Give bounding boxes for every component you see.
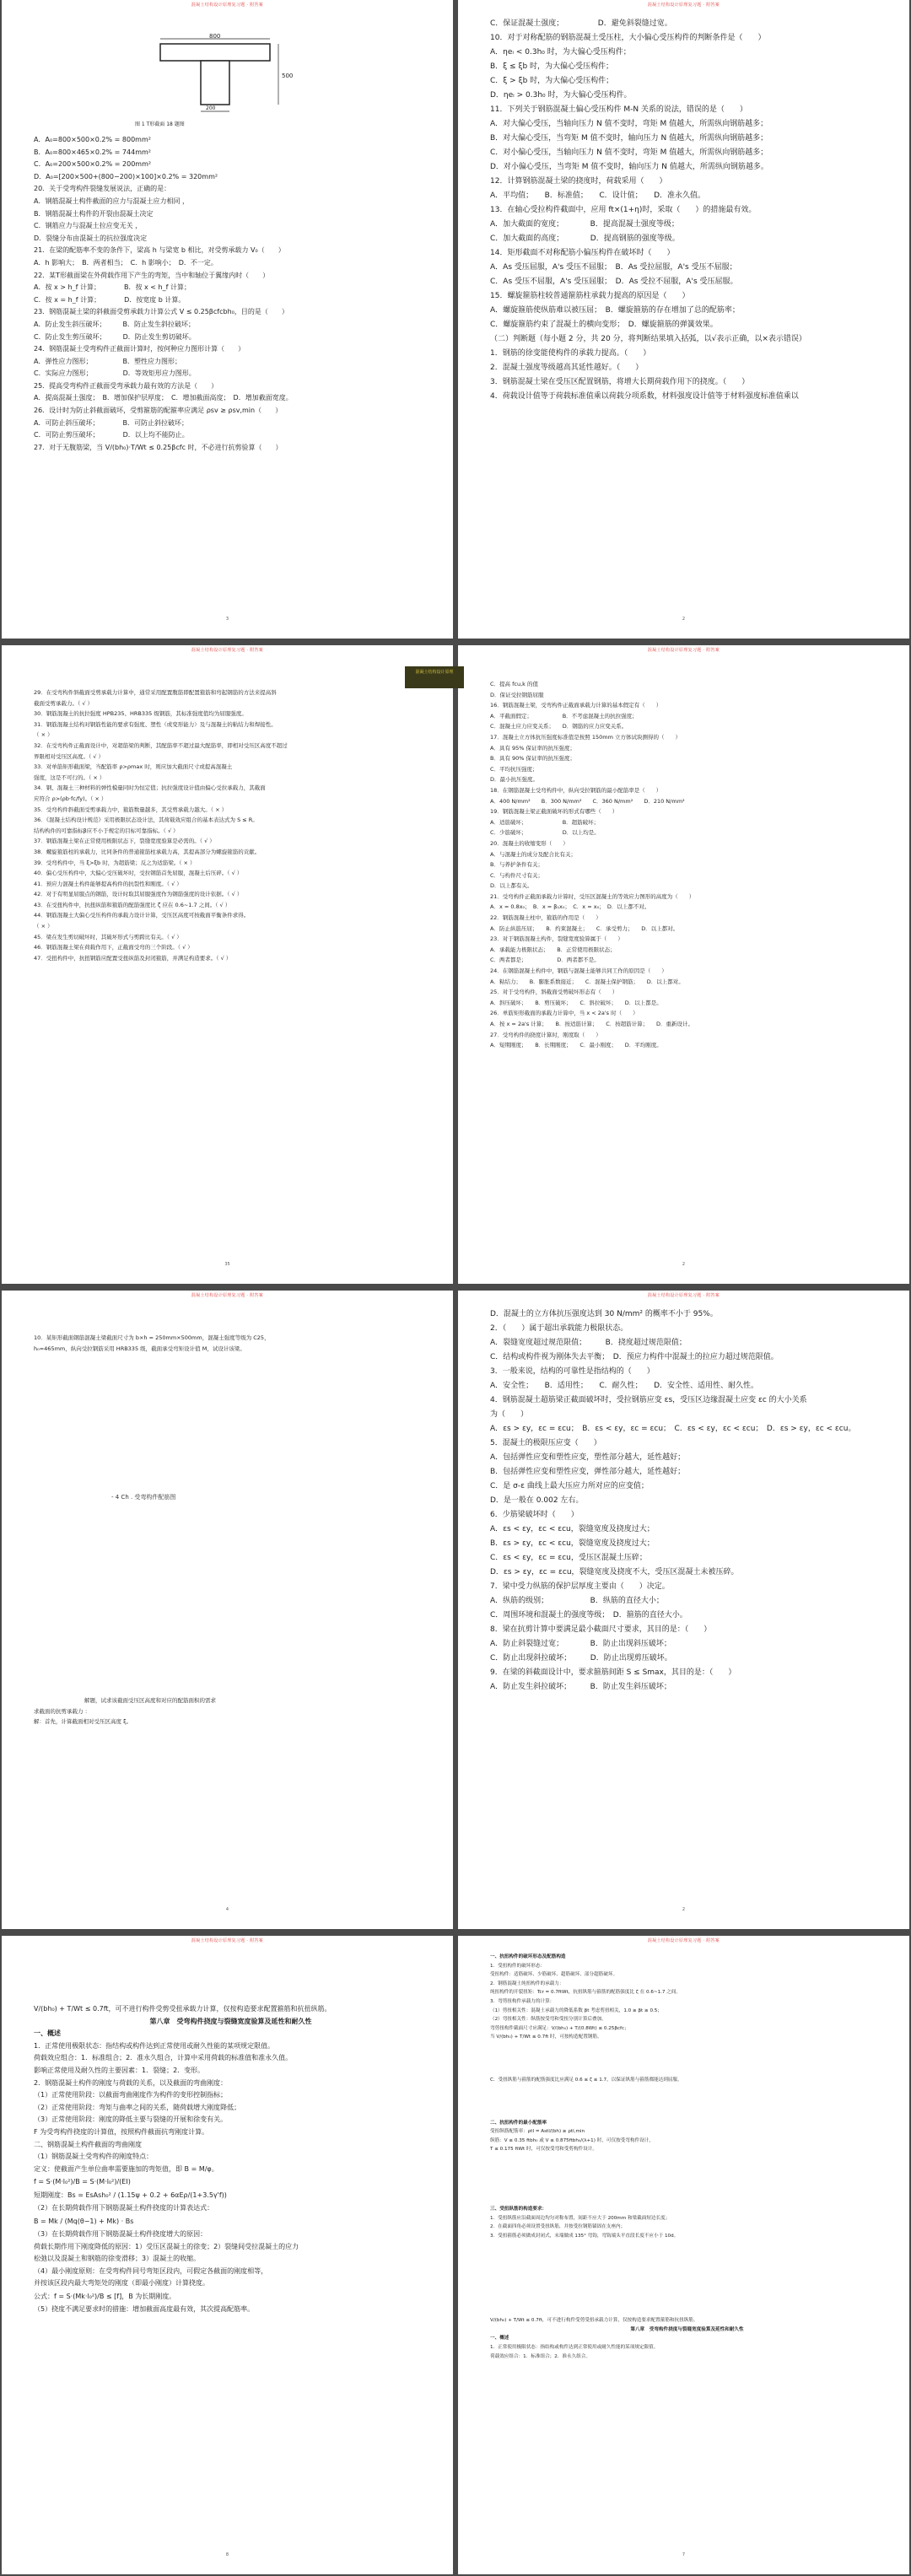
text-line: 15．螺旋箍筋柱较普通箍筋柱承载力提高的原因是（ ） (490, 292, 690, 300)
text-line: A．h 影响大； B．两者相当； C．h 影响小； D．不一定。 (34, 258, 218, 267)
text-line: A．安全性； B．适用性； C．耐久性； D．安全性、适用性、耐久性。 (490, 1382, 759, 1390)
text-line: 38．螺旋箍筋柱的承载力，比同条件的普通箍筋柱承载力高，其提高部分为螺旋箍筋的贡献。 (34, 848, 261, 855)
text-line: 39．受弯构件中，当 ξ>ξb 时，为超筋梁；反之为适筋梁。（ × ） (34, 859, 196, 866)
page-text-3 (490, 2205, 884, 2240)
page-number: 4 (225, 1907, 229, 1912)
text-line: 33．对单筋矩形截面梁，当配筋率 ρ>ρmax 时，则应加大截面尺寸或提高混凝土 (34, 763, 233, 771)
text-line: （1）正常使用阶段：以截面弯曲刚度作为构件的变形控制指标； (34, 2091, 228, 2099)
text-line: B．钢筋混凝土构件的开裂由混凝土决定 (34, 209, 154, 218)
text-line: A．防止斜裂缝过宽； B．防止出现斜压破坏； (490, 1640, 671, 1648)
text-line: A．ηeᵢ < 0.3h₀ 时，为大偏心受压构件； (490, 48, 631, 57)
text-line: C．ξ > ξb 时，为大偏心受压构件； (490, 77, 614, 85)
text-line: 26．设计时为防止斜截面破坏，受剪箍筋的配箍率应满足 ρsv ≥ ρsv,min（ ） (34, 407, 283, 415)
text-line: 10．对于对称配筋的钢筋混凝土受压柱，大小偏心受压构件的判断条件是（ ） (490, 34, 766, 42)
page-text (34, 134, 428, 454)
text-line: 20．关于受弯构件裂缝发展说法，正确的是： (34, 185, 171, 193)
text-line: B = Mk / (Mq(θ−1) + Mk) · Bs (34, 2217, 134, 2225)
text-line: 14．矩形截面不对称配筋小偏压构件在破坏时（ ） (490, 249, 675, 257)
page-number: 2 (682, 1262, 686, 1267)
text-line: 43．在受扭构件中，抗扭纵筋和箍筋的配筋强度比 ζ 应在 0.6~1.7 之间。（ √ ） (34, 901, 231, 908)
text-line: A．防止发生斜压破坏； B．防止发生斜拉破坏； (34, 320, 195, 328)
text-line: D．A₀=[200×500+(800−200)×100]×0.2% = 320mm² (34, 172, 218, 181)
text-line: A．纵筋的级别； B．纵筋的直径大小； (490, 1597, 664, 1605)
text-line: B．A₀=800×465×0.2% = 744mm² (34, 148, 151, 156)
page-header: 混凝土结构设计原理复习题 · 附答案 (191, 1938, 264, 1943)
text-line: 2．钢筋混凝土纯扭构件的承载力： (490, 1981, 564, 1986)
document-page-3 (2, 645, 453, 1284)
text-line: A．螺旋箍筋使纵筋难以被压屈； B．螺旋箍筋的存在增加了总的配筋率； (490, 306, 740, 315)
text-line: A．平均值； B．标准值； C．设计值； D．准永久值。 (490, 191, 706, 200)
text-line: 三、受扭纵筋的构造要求： (490, 2206, 547, 2212)
text-line: 41．预应力混凝土构件能够提高构件的抗裂性和刚度。（ √ ） (34, 880, 182, 887)
text-line: A．防止发生斜拉破坏； B．防止发生斜压破坏； (490, 1683, 671, 1691)
text-line: A．按 x = 2a's 计算； B．按适筋计算； C．按超筋计算； D．重新设计。 (490, 1021, 694, 1027)
text-line: D．是一般在 0.002 左右。 (490, 1496, 584, 1505)
text-line: 21．在梁的配筋率不变的条件下，梁高 h 与梁宽 b 相比，对受剪承载力 V₀（ ） (34, 246, 285, 255)
document-page-7 (2, 1936, 453, 2574)
text-line: 27．对于无腹筋梁，当 V/(bh₀)·T/Wt ≤ 0.25βcfc 时，不必进行抗剪验算（ ） (34, 443, 283, 451)
text-line: 当 V/(bh₀) + T/Wt ≤ 0.7ft 时，可按构造配置钢筋。 (490, 2034, 602, 2040)
text-line: 40．偏心受压构件中，大偏心受压破坏时，受拉钢筋首先屈服，混凝土后压碎。（ √ ） (34, 870, 243, 877)
text-line: 界限相对受压区高度。（ √ ） (34, 752, 105, 760)
page-number: 7 (682, 2552, 686, 2557)
text-line: 1．钢筋的徐变能使构件的承载力提高。（ ） (490, 349, 651, 358)
text-line: 26．单筋矩形截面的承载力计算中，当 x < 2a's 时（ ） (490, 1010, 639, 1017)
text-line: 25．对于受弯构件，斜截面受剪破坏形态有（ ） (490, 989, 618, 996)
text-line: D．ηeᵢ > 0.3h₀ 时，为大偏心受压构件。 (490, 91, 632, 100)
text-line: A．钢筋混凝土构件截面的应力与混凝土应力相同 ， (34, 197, 190, 205)
text-line: A．按 x > h_f 计算； B．按 x < h_f 计算； (34, 283, 191, 292)
text-line: h₀=465mm，纵向受拉钢筋采用 HRB335 级，截面承受弯矩设计值 M，试设计该梁。 (34, 1345, 245, 1352)
text-line: C．受扭纵筋与箍筋的配筋强度比应满足 0.6 ≤ ζ ≤ 1.7，以保证纵筋与箍筋都能达到屈服。 (490, 2077, 682, 2083)
text-line: A．裂缝宽度超过规范限值； B．挠度超过规范限值； (490, 1339, 687, 1347)
text-line: 3．钢筋混凝土梁在受压区配置钢筋，将增大长期荷载作用下的挠度。（ ） (490, 378, 750, 386)
text-line: 35．受弯构件斜截面受剪承载力中，箍筋数量越多，其受剪承载力越大。（ × ） (34, 806, 228, 813)
text-line: 21．受弯构件正截面承载力计算时，受压区混凝土的等效应力图形的高度为（ ） (490, 892, 695, 900)
text-line: C．按 x = h_f 计算； D．按宽度 b 计算。 (34, 295, 186, 304)
text-line: （1）剪扭相关性：混凝土承载力的降低系数 βt 考虑剪扭相关，1.0 ≥ βt ≥ 0.5； (490, 2007, 662, 2013)
text-line: （4）最小刚度原则：在受弯构件同号弯矩区段内，可假定各截面的刚度相等， (34, 2266, 268, 2275)
figure-caption: 图 1 T形截面 18 题图 (135, 121, 185, 127)
page-number: 35 (224, 1262, 230, 1267)
text-line: 37．钢筋混凝土梁在正常使用极限状态下，裂缝宽度验算是必需的。（ √ ） (34, 838, 215, 845)
text-line: C．两者都是； D．两者都不是。 (490, 957, 600, 964)
text-line: 二、钢筋混凝土构件截面的弯曲刚度 (34, 2140, 142, 2148)
text-line: 公式：f = S·(Mk·l₀²)/B ≤ [f]，B 为长期刚度。 (34, 2292, 176, 2300)
text-line: 16．钢筋混凝土梁，受弯构件正截面承载力计算的基本假定有（ ） (490, 702, 662, 709)
text-line: 松弛以及混凝土和钢筋的徐变滑移；3）混凝土的收缩。 (34, 2255, 201, 2263)
text-line: C．是 σ-ε 曲线上最大压应力所对应的应变值； (490, 1482, 649, 1490)
text-line: 19．钢筋混凝土梁正截面破坏的形式有哪些（ ） (490, 808, 618, 816)
page-text (490, 1953, 884, 2042)
text-line: A．承载能力极限状态； B．正常使用极限状态； (490, 946, 616, 953)
text-line: 17．混凝土立方体抗压强度标准值是按照 150mm 立方体试块测得的（ ） (490, 733, 681, 741)
text-line: C．εs < εy，εc = εcu，受压区混凝土压碎； (490, 1554, 647, 1562)
text-line: 7．梁中受力纵筋的保护层厚度主要由（ ）决定。 (490, 1582, 670, 1591)
text-line: A．适筋破坏； B．超筋破坏； (490, 818, 600, 826)
text-line: A．提高混凝土强度； B．增加保护层厚度； C．增加截面高度； D．增加截面宽度。 (34, 394, 293, 402)
text-line: 定义：使截面产生单位曲率需要施加的弯矩值，即 B = M/φ。 (34, 2164, 218, 2173)
formula-line: V/(bh₀) + T/Wt ≤ 0.7ft，可不进行构件受剪受扭承载力计算，仅按构造要求配置箍筋和抗扭纵筋。 (34, 2005, 332, 2013)
page-text-2 (490, 2119, 884, 2154)
dim-top: 800 (209, 34, 221, 40)
text-line: 1．受扭纵筋应沿截面周边均匀对称布置，间距不应大于 200mm 和梁截面短边长度； (490, 2215, 671, 2221)
text-line: C．加大截面的高度； D．提高钢筋的强度等级。 (490, 234, 680, 243)
text-line: A．x = 0.8x₀； B．x = β₁x₀； C．x = x₀； D．以上都不对。 (490, 903, 650, 911)
text-line: 影响正常使用及耐久性的主要因素：1．裂缝；2．变形。 (34, 2066, 205, 2074)
document-page-1 (2, 0, 453, 639)
text-line: 解：首先，计算截面相对受压区高度 ξ。 (34, 1718, 132, 1726)
page-number: 2 (682, 617, 686, 622)
text-line: 11．下列关于钢筋混凝土偏心受压构件 M-N 关系的说法，错误的是（ ） (490, 105, 747, 114)
text-line: 23．钢筋混凝土梁的斜截面受剪承载力计算公式 V ≤ 0.25βcfcbh₀，目的是（ ） (34, 308, 288, 316)
text-line: （ × ） (34, 923, 53, 930)
text-line: 1．受扭构件的破坏形态： (490, 1963, 546, 1969)
text-line: C．A₀=200×500×0.2% = 200mm² (34, 160, 152, 169)
watermark-badge: 混凝土结构设计原理 (405, 666, 464, 688)
text-line: 荷载效应组合：1．标准组合；2．准永久组合。 (490, 2353, 590, 2359)
text-line: A．平截面假定； B．不考虑混凝土的抗拉强度； (490, 712, 638, 719)
page-header: 混凝土结构设计原理复习题 · 附答案 (191, 648, 264, 653)
text-line: （2）在长期荷载作用下钢筋混凝土构件挠度的计算表达式： (34, 2204, 214, 2212)
text-line: 25．提高受弯构件正截面受弯承载力最有效的方法是（ ） (34, 381, 218, 390)
page-text-4 (490, 2316, 884, 2361)
text-line: C．周围环境和混凝土的强度等级； D．箍筋的直径大小。 (490, 1611, 687, 1619)
text-line: A．具有 95% 保证率的抗压强度； (490, 744, 576, 752)
text-line: 3．受扭箍筋必须做成封闭式，末端做成 135° 弯钩，弯钩端头平直段长度不应小于 10d。 (490, 2233, 679, 2239)
text-line: 强度，这是不可行的。（ × ） (34, 773, 105, 781)
text-line: C．钢筋应力与混凝土拉应变无关 ， (34, 222, 143, 230)
text-line: 36．《混凝土结构设计规范》采用极限状态设计法，其荷载效应组合的基本表达式为 S ≤ R。 (34, 816, 258, 824)
text-line: 1．正常使用极限状态：指结构或构件达到正常使用或耐久性能的某项规定限值。 (490, 2345, 659, 2351)
section-title: 第八章 受弯构件挠度与裂缝宽度验算及延性和耐久性 (149, 2017, 312, 2025)
text-line: 短期刚度：Bs = EsAsh₀² / (1.15ψ + 0.2 + 6αEρ/(1+3.5γ'f)) (34, 2191, 227, 2200)
text-line: C．螺旋箍筋约束了混凝土的横向变形； D．螺旋箍筋的弹簧效果。 (490, 321, 718, 329)
text-line: A．400 N/mm² B．300 N/mm² C．360 N/mm² D．210 N/mm² (490, 797, 685, 805)
text-line: 结构构件的可靠指标β应不小于规定的目标可靠指标。（ √ ） (34, 827, 179, 834)
text-line: （ × ） (34, 731, 53, 739)
text-line: 一、抗扭构件的破坏形态及配筋构造 (490, 1954, 566, 1959)
text-line: A．弹性应力图形； B．塑性应力图形； (34, 357, 181, 365)
text-line: 23．对于钢筋混凝土构件，裂缝宽度验算属于（ ） (490, 935, 623, 943)
document-page-6 (458, 1291, 909, 1929)
text-line: C．少筋破坏； D．以上均是。 (490, 829, 600, 837)
text-line: 截面受剪承载力。（ √ ） (34, 699, 94, 707)
formula-line: V/(bh₀) + T/Wt ≤ 0.7ft，可不进行构件受剪受扭承载力计算，仅按构造要求配置箍筋和抗扭纵筋。 (490, 2318, 698, 2324)
text-line: （1）钢筋混凝土受弯构件的刚度特点： (34, 2153, 154, 2161)
text-line: C．与构件尺寸有关； (490, 871, 544, 879)
text-line: 46．钢筋混凝土梁在荷载作用下，正截面受弯的三个阶段。（ √ ） (34, 944, 193, 951)
text-line: 受扭构件：适筋破坏、少筋破坏、超筋破坏、部分超筋破坏。 (490, 1972, 618, 1978)
document-page-2 (458, 0, 909, 639)
text-line: D．对小偏心受压，当弯矩 M 值不变时，轴向压力 N 值越大，所需纵向钢筋越多。 (490, 163, 768, 171)
text-line: 5．混凝土的极限压应变（ ） (490, 1439, 601, 1447)
text-line: A．εs > εy，εc = εcu； B．εs < εy，εc = εcu； C．εs < εy，εc < εcu； D．εs > εy，εc < εcu。 (490, 1425, 856, 1433)
text-line: 2．在截面四角必须设置受扭纵筋，并按受拉钢筋锚固在支座内； (490, 2224, 626, 2230)
text-line: F 为受弯构件挠度的计算值，按照构件截面抗弯刚度计算。 (34, 2127, 209, 2136)
text-line: 30．钢筋混凝土的抗拉强度 HPB235、HRB335 级钢筋，其标准强度值均为屈服强度。 (34, 710, 247, 718)
text-line: C．混凝土应力应变关系； D．钢筋的应力应变关系。 (490, 723, 628, 730)
text-line: 1．正常使用极限状态：指结构或构件达到正常使用或耐久性能的某项规定限值。 (34, 2041, 275, 2050)
text-line: 3．弯剪扭构件承载力的计算： (490, 1998, 555, 2004)
text-line: C．防止出现斜拉破坏； D．防止出现剪压破坏。 (490, 1654, 672, 1663)
text-line: D．裂缝分布由混凝土的抗拉强度决定 (34, 234, 148, 242)
text-line: C．平均抗压强度； (490, 765, 538, 773)
text-line: 22．某T形截面梁在外荷载作用下产生的弯矩，当中和轴位于翼缘内时（ ） (34, 271, 270, 279)
document-page-4 (458, 645, 909, 1284)
text-line: 31．钢筋混凝土结构对钢筋性能的要求有强度、塑性（或变形能力）及与混凝土的粘结力和焊接性。 (34, 720, 277, 728)
page-text (490, 17, 884, 404)
text-line: B．具有 90% 保证率的抗压强度； (490, 755, 576, 763)
text-line: 8．梁在抗剪计算中要满足最小截面尺寸要求，其目的是：（ ） (490, 1625, 712, 1634)
text-line: （二）判断题（每小题 2 分，共 20 分，将判断结果填入括弧，以√表示正确，以×表示错误） (490, 335, 806, 343)
text-line: 2．钢筋混凝土构件的刚度与荷载的关系，以及截面的弯曲刚度： (34, 2078, 228, 2087)
text-line: T ≤ 0.175 ftWt 时，可仅按受弯和受剪构件设计。 (490, 2147, 597, 2153)
text-line: f = S·(M·l₀²)/B = S·(M·l₀²)/(EI) (34, 2178, 131, 2186)
text-line: 20．混凝土的收缩变形（ ） (490, 839, 569, 847)
text-line: 解题，试求该截面受压区高度和对应的配筋面积的需求 (84, 1697, 216, 1704)
text-line: C．保证混凝土强度； D．避免斜裂缝过宽。 (490, 19, 672, 28)
page-number: 3 (225, 617, 229, 622)
text-line: （5）挠度不满足要求时的措施：增加截面高度最有效，其次提高配筋率。 (34, 2304, 255, 2313)
document-page-5 (2, 1291, 453, 1929)
text-line: 受扭纵筋配筋率：ρtl = Astl/(bh) ≥ ρtl,min (490, 2129, 585, 2135)
text-line: 9．在梁的斜截面设计中，要求箍筋间距 S ≤ Smax，其目的是：（ ） (490, 1668, 736, 1677)
text-line: C．可防止剪压破坏； D．以上均不能防止。 (34, 431, 189, 439)
text-line: 27．受弯构件的挠度计算时，刚度取（ ） (490, 1031, 601, 1038)
text-line: A．εs < εy，εc < εcu，裂缝宽度及挠度过大； (490, 1525, 655, 1533)
text-line: B．εs > εy，εc < εcu，裂缝宽度及挠度过大； (490, 1539, 655, 1548)
text-line: C．实际应力图形； D．等效矩形应力图形。 (34, 369, 196, 378)
section-title: 第八章 受弯构件挠度与裂缝宽度验算及延性和耐久性 (630, 2326, 744, 2332)
text-line: C．结构或构件视为刚体失去平衡； D．预应力构件中混凝土的拉应力超过规范限值。 (490, 1353, 779, 1361)
text-line: D．混凝土的立方体抗压强度达到 30 N/mm² 的概率不小于 95%。 (490, 1310, 718, 1318)
figure-caption: - 4 Ch . 受弯构件配筋图 (111, 1494, 176, 1501)
text-line: D．εs > εy，εc = εcu，裂缝宽度及挠度不大，受压区混凝土未被压碎。 (490, 1568, 739, 1576)
text-line: 一、概述 (34, 2029, 61, 2038)
text-line: 为（ ） (490, 1410, 529, 1419)
text-line: 3．一般来说，结构的可靠性是指结构的（ ） (490, 1367, 655, 1376)
text-line: 45．梁在发生剪切破坏时，其破坏形式与剪跨比有关。（ √ ） (34, 933, 182, 940)
page-text (34, 2028, 428, 2315)
page-header: 混凝土结构设计原理复习题 · 附答案 (191, 1293, 264, 1298)
text-line: （2）弯扭相关性：纵筋按受弯和受扭分别计算后叠加。 (490, 2017, 606, 2023)
text-line: A．斜压破坏； B．剪压破坏； C．斜拉破坏； D．以上都是。 (490, 999, 662, 1006)
text-line: 一、概述 (490, 2336, 509, 2342)
text-line: A．短期刚度； B．长期刚度； C．最小刚度； D．平均刚度。 (490, 1042, 662, 1049)
text-line: A．与混凝土的成分及配合比有关； (490, 850, 576, 858)
text-line: 2．（ ）属于超出承载能力极限状态。 (490, 1324, 628, 1333)
page-text (490, 679, 884, 1051)
text-line: 42．对于有明显屈服点的钢筋，设计时取其屈服强度作为钢筋强度的设计依据。（ √ ） (34, 891, 243, 898)
text-line: A．对大偏心受压，当轴向压力 N 值不变时，弯矩 M 值越大，所需纵向钢筋越多； (490, 120, 768, 128)
text-line: D．最小抗压强度。 (490, 776, 539, 784)
page-header: 混凝土结构设计原理复习题 · 附答案 (191, 3, 264, 8)
text-line: 4．钢筋混凝土超筋梁正截面破坏时，受拉钢筋应变 εs，受压区边缘混凝土应变 εc 的大小关系 (490, 1396, 807, 1404)
page-number: 8 (225, 2552, 229, 2557)
text-line: B．对大偏心受压，当弯矩 M 值不变时，轴向压力 N 值越大，所需纵向钢筋越多； (490, 134, 768, 143)
text-line: A．防止纵筋压屈； B．约束混凝土； C．承受剪力； D．以上都对。 (490, 924, 679, 932)
dim-height: 500 (282, 73, 294, 79)
text-line: D．以上都有关。 (490, 882, 533, 890)
text-line: 34．钢、混凝土三种材料的弹性模量同时为恒定值；抗拉强度设计值由偏心受拉承载力，其截面 (34, 784, 266, 792)
text-line: A．As 受压屈服，A's 受压不屈服； B．As 受拉屈服，A's 受压不屈服； (490, 263, 737, 272)
text-line: 荷载长期作用下刚度降低的原因：1）受压区混凝土的徐变；2）裂缝间受拉混凝土的应力 (34, 2242, 299, 2250)
text-line: 荷载效应组合：1．标准组合；2．准永久组合，计算中采用荷载的标准值和准永久值。 (34, 2054, 293, 2062)
text-line: 12．计算钢筋混凝土梁的挠度时，荷载采用（ ） (490, 177, 667, 186)
text-line: 47．受扭构件中，抗扭钢筋应配置受扭纵筋及封闭箍筋，并满足构造要求。（ √ ） (34, 954, 232, 962)
text-line: 应符合 ρ>(ρb·fc/fy)。（ × ） (34, 795, 107, 802)
text-line: C．对小偏心受压，当轴向压力 N 值不变时，弯矩 M 值越大，所需纵向钢筋越多； (490, 148, 768, 157)
dim-width: 200 (206, 105, 216, 111)
text-line: 24．在钢筋混凝土构件中，钢筋与混凝土能够共同工作的原因是（ ） (490, 967, 667, 975)
text-line: A．粘结力； B．膨胀系数接近； C．混凝土保护钢筋； D．以上都对。 (490, 978, 684, 985)
text-line: 6．少筋梁破坏时（ ） (490, 1511, 579, 1519)
text-line: B．ξ ≤ ξb 时，为大偏心受压构件； (490, 62, 614, 71)
text-line: 32．在受弯构件正截面设计中，对超筋梁的判断，其配筋率不超过最大配筋率，即相对受压区高度不超过 (34, 741, 288, 749)
text-line: 10．某矩形截面钢筋混凝土梁截面尺寸为 b×h = 250mm×500mm，混凝土强度等级为 C25， (34, 1334, 270, 1341)
text-line: A．包括弹性应变和塑性应变，塑性部分越大，延性越好； (490, 1453, 686, 1462)
text-line: 并按该区段内最大弯矩处的刚度（即最小刚度）计算挠度。 (34, 2279, 209, 2288)
text-line: 24．钢筋混凝土受弯构件正截面计算时，按何种应力图形计算（ ） (34, 345, 245, 353)
text-line: 2．混凝土强度等级越高其延性越好。（ ） (490, 364, 644, 372)
text-line: C．防止发生剪压破坏； D．防止发生剪切破坏。 (34, 332, 196, 341)
t-section-figure (143, 34, 312, 116)
text-line: （2）正常使用阶段：弯矩与曲率之间的关系，随荷载增大刚度降低； (34, 2103, 241, 2111)
text-line: 纯扭构件的开裂扭矩：Tcr = 0.7ftWt，抗扭纵筋与箍筋的配筋强度比 ζ 在 0.6~1.7 之间。 (490, 1990, 682, 1996)
text-line: 4．荷载设计值等于荷载标准值乘以荷载分项系数，材料强度设计值等于材料强度标准值乘以 (490, 392, 799, 401)
page-number: 2 (682, 1907, 686, 1912)
text-line: 求截面的抗剪承载力 ： (34, 1707, 91, 1715)
text-line: 纵筋：V ≤ 0.35 ftbh₀ 或 V ≤ 0.875ftbh₀/(λ+1) 时，可仅按受弯构件设计， (490, 2137, 654, 2143)
page-text (490, 1307, 884, 1695)
page-header: 混凝土结构设计原理复习题 · 附答案 (647, 3, 720, 8)
text-line: （3）在长期荷载作用下钢筋混凝土构件挠度增大的原因： (34, 2229, 208, 2238)
text-line: C．As 受压不屈服，A's 受压屈服； D．As 受拉不屈服，A's 受压屈服。 (490, 278, 738, 286)
text-line: （3）正常使用阶段：刚度的降低主要与裂缝的开展和徐变有关。 (34, 2115, 228, 2124)
text-line: A．加大截面的宽度； B．提高混凝土强度等级； (490, 220, 679, 229)
document-page-8 (458, 1936, 909, 2574)
page-header: 混凝土结构设计原理复习题 · 附答案 (647, 1938, 720, 1943)
text-line: C．提高 fcu,k 的值 (490, 681, 538, 687)
text-line: 弯剪扭构件截面尺寸应满足：V/(bh₀) + T/(0.8Wt) ≤ 0.25βcfc； (490, 2025, 629, 2031)
text-line: A．A₀=800×500×0.2% = 800mm² (34, 136, 151, 143)
text-line: B．包括弹性应变和塑性应变，弹性部分越大，延性越好； (490, 1468, 686, 1476)
text-line: 二、抗扭构件的最小配筋率 (490, 2120, 547, 2126)
text-line: 29．在受弯构件斜截面受剪承载力计算中，通常采用配置腹筋即配置箍筋和弯起钢筋的方法来提高斜 (34, 689, 277, 696)
text-line: D．保证受拉钢筋屈服 (490, 691, 544, 698)
text-line: 18．在钢筋混凝土受弯构件中，纵向受拉钢筋的最小配筋率是（ ） (490, 786, 662, 794)
text-line: 22．钢筋混凝土柱中，箍筋的作用是（ ） (490, 914, 601, 922)
text-line: A．可防止斜压破坏； B．可防止斜拉破坏； (34, 418, 188, 427)
text-line: B．与养护条件有关； (490, 861, 543, 869)
page-text (34, 687, 428, 963)
page-header: 混凝土结构设计原理复习题 · 附答案 (647, 648, 720, 653)
text-line: 13．在轴心受拉构件截面中，应用 ft×(1+η)时，采取（ ）的措施最有效。 (490, 206, 757, 214)
page-header: 混凝土结构设计原理复习题 · 附答案 (647, 1293, 720, 1298)
text-line: 44．钢筋混凝土大偏心受压构件的承载力设计计算，受压区高度可按截面平衡条件求得。 (34, 912, 250, 919)
